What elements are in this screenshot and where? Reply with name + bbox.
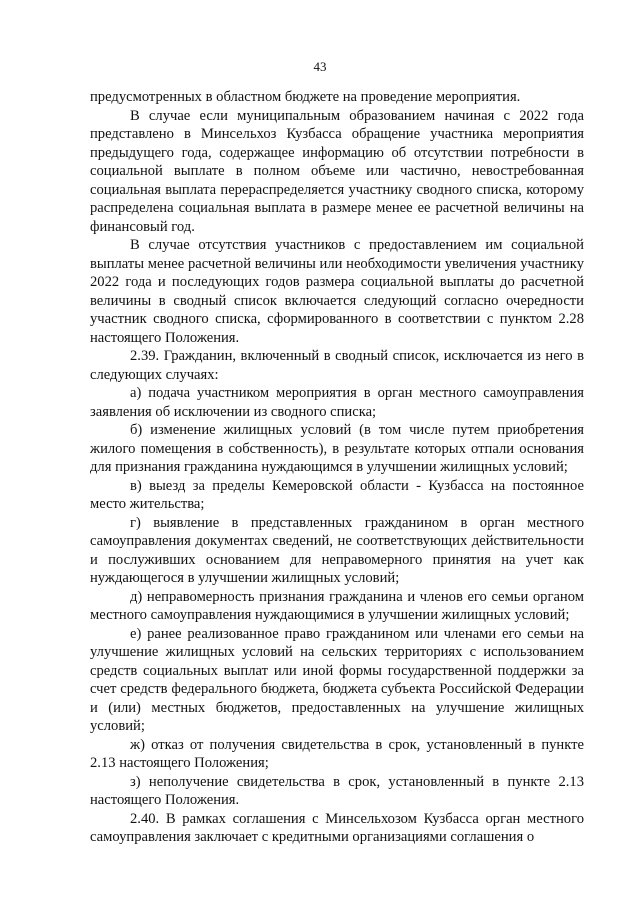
list-item: в) выезд за пределы Кемеровской области - Кузбасса на постоянное место жительства; <box>90 477 584 512</box>
paragraph: 2.39. Гражданин, включенный в сводный список, исключается из него в следующих случаях: <box>90 348 584 383</box>
list-item: е) ранее реализованное право гражданином или членами его семьи на улучшение жилищных условий на сельских территориях с использованием средств социальных выплат или иной формы государственной поддержки за счет средств федерального бюджета, бюджета субъекта Российской Федерации и (или) местных бюджетов, предоставленных на улучшение жилищных условий; <box>90 625 584 734</box>
paragraph: В случае отсутствия участников с предоставлением им социальной выплаты менее расчетной величины или необходимости увеличения участнику 2022 года и последующих годов размера социальной выплаты до расчетной величины в сводный список включается следующий согласно очередности участник сводного списка, сформированного в соответствии с пунктом 2.28 настоящего Положения. <box>90 237 584 346</box>
paragraph: 2.40. В рамках соглашения с Минсельхозом Кузбасса орган местного самоуправления заключает с кредитными организациями соглашения о <box>90 810 584 845</box>
document-body <box>90 88 584 847</box>
paragraph: В случае если муниципальным образованием начиная с 2022 года представлено в Минсельхоз Кузбасса обращение участника мероприятия предыдущего года, содержащее информацию об отсутствии потребности в социальной выплате в полном объеме или частично, невостребованная социальная выплата перераспределяется участнику сводного списка, которому распределена социальная выплата в размере менее ее расчетной величины на финансовый год. <box>90 107 584 235</box>
page-number: 43 <box>313 59 327 74</box>
list-item: ж) отказ от получения свидетельства в срок, установленный в пункте 2.13 настоящего Положения; <box>90 736 584 771</box>
list-item: з) неполучение свидетельства в срок, установленный в пункте 2.13 настоящего Положения. <box>90 773 584 808</box>
paragraph: предусмотренных в областном бюджете на проведение мероприятия. <box>90 89 521 105</box>
list-item: д) неправомерность признания гражданина и членов его семьи органом местного самоуправления нуждающимися в улучшении жилищных условий; <box>90 588 584 623</box>
list-item: г) выявление в представленных гражданином в орган местного самоуправления документах сведений, не соответствующих действительности и послуживших основанием для неправомерного принятия на учет как нуждающегося в улучшении жилищных условий; <box>90 514 584 586</box>
list-item: а) подача участником мероприятия в орган местного самоуправления заявления об исключении из сводного списка; <box>90 385 584 420</box>
list-item: б) изменение жилищных условий (в том числе путем приобретения жилого помещения в собственность), в результате которых отпали основания для признания гражданина нуждающимся в улучшении жилищных условий; <box>90 422 584 475</box>
